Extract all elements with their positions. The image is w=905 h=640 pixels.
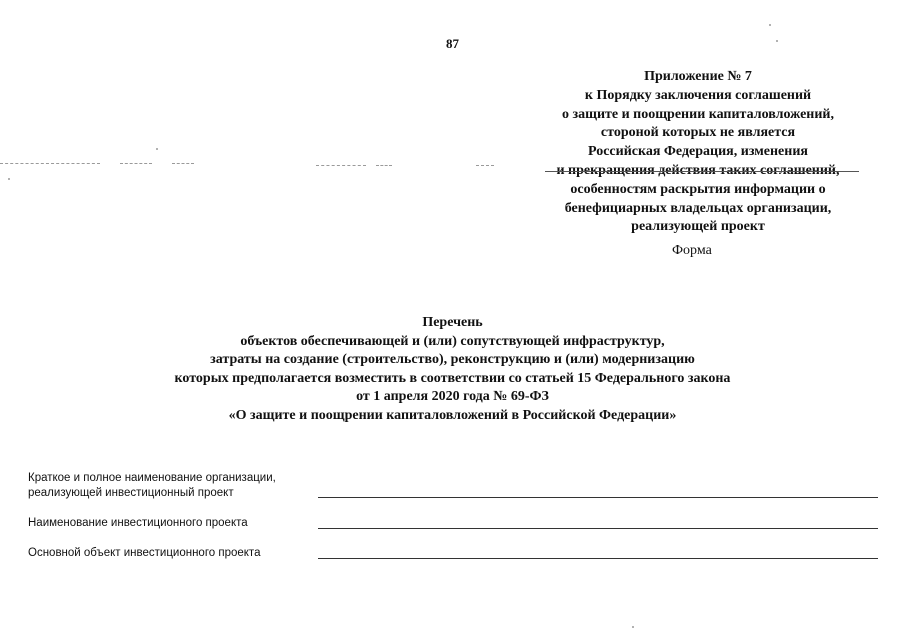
appendix-line: стороной которых не является (600, 125, 796, 141)
scan-artifact-line (120, 163, 152, 164)
field-label: Наименование инвестиционного проекта (28, 517, 248, 529)
appendix-line: и прекращения действия таких соглашений, (556, 162, 840, 178)
appendix-header (510, 68, 886, 237)
scan-artifact-dot (632, 626, 634, 628)
form-label: Форма (672, 243, 712, 258)
field-input-line[interactable] (318, 558, 878, 559)
scan-artifact-dot (156, 148, 158, 150)
scan-artifact-dot (769, 24, 771, 26)
title-line: от 1 апреля 2020 года № 69-ФЗ (356, 389, 549, 404)
scan-artifact-line (0, 163, 100, 164)
scan-artifact-line (476, 165, 494, 166)
scan-artifact-underline (545, 171, 859, 172)
appendix-line: реализующей проект (631, 219, 765, 235)
appendix-line: особенностям раскрытия информации о (570, 181, 826, 197)
title-heading: Перечень (422, 315, 483, 330)
title-line: объектов обеспечивающей и (или) сопутствующей инфраструктур, (240, 333, 665, 349)
appendix-line: о защите и поощрении капиталовложений, (562, 106, 834, 122)
scan-artifact-dot (776, 40, 778, 42)
scan-artifact-line (376, 165, 392, 166)
title-line: которых предполагается возместить в соответствии со статьей 15 Федерального закона (174, 370, 731, 386)
appendix-line: бенефициарных владельцах организации, (564, 200, 832, 216)
document-title (0, 314, 905, 425)
field-input-line[interactable] (318, 497, 878, 498)
appendix-title: Приложение № 7 (644, 69, 752, 84)
page-number: 87 (446, 36, 459, 51)
field-label: Краткое и полное наименование организации, реализующей инвестиционный проект (28, 472, 276, 499)
scan-artifact-dot (8, 178, 10, 180)
appendix-line: к Порядку заключения соглашений (584, 87, 812, 103)
scan-artifact-line (316, 165, 366, 166)
scan-artifact-line (172, 163, 194, 164)
field-input-line[interactable] (318, 528, 878, 529)
title-line: затраты на создание (строительство), реконструкцию и (или) модернизацию (210, 352, 695, 367)
field-label: Основной объект инвестиционного проекта (28, 547, 261, 559)
appendix-line: Российская Федерация, изменения (588, 144, 808, 160)
title-line: «О защите и поощрении капиталовложений в Российской Федерации» (228, 407, 677, 423)
